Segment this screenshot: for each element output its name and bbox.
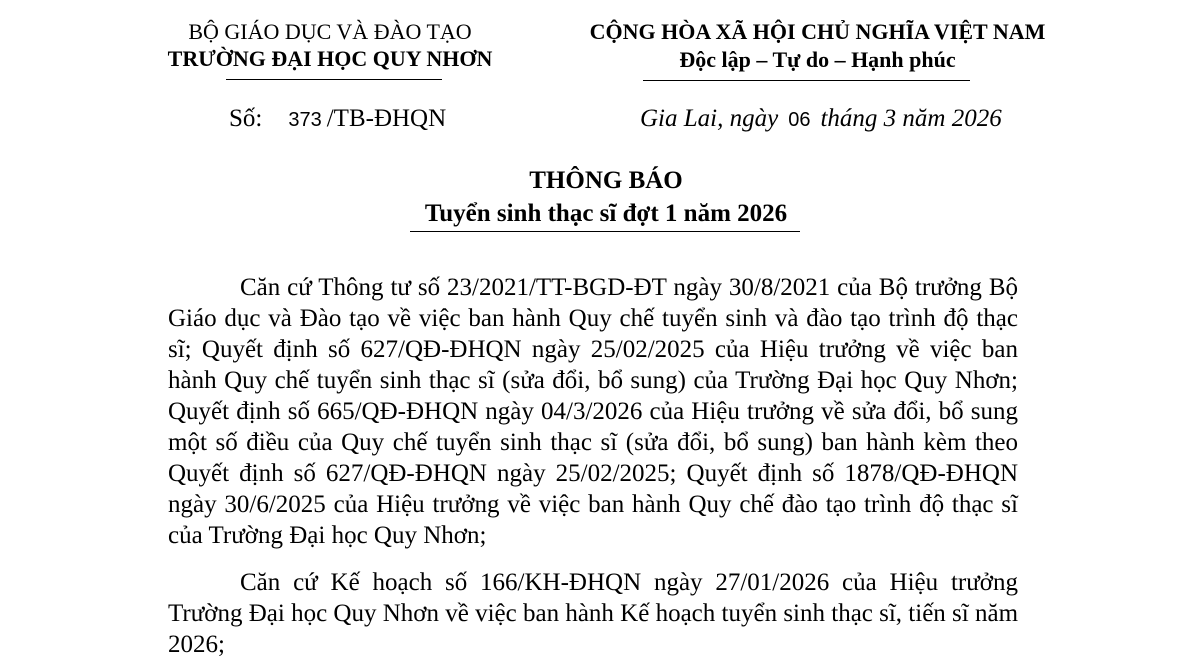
national-motto: Độc lập – Tự do – Hạnh phúc: [679, 47, 956, 72]
ministry-name: BỘ GIÁO DỤC VÀ ĐÀO TẠO: [188, 19, 472, 44]
document-number-prefix: Số:: [229, 105, 263, 132]
body-paragraph-1: Căn cứ Thông tư số 23/2021/TT-BGD-ĐT ngày 30/8/2021 của Bộ trưởng Bộ Giáo dục và Đào tạo về việc ban hành Quy chế tuyển sinh và đào tạo trình độ thạc sĩ; Quyết định số 627/QĐ-ĐHQN ngày 25/02/2025 của Hiệu trưởng về việc ban hành Quy chế tuyển sinh thạc sĩ (sửa đổi, bổ sung) của Trường Đại học Quy Nhơn; Quyết định số 665/QĐ-ĐHQN ngày 04/3/2026 của Hiệu trưởng về sửa đổi, bổ sung một số điều của Quy chế tuyển sinh thạc sĩ (sửa đổi, bổ sung) ban hành kèm theo Quyết định số 627/QĐ-ĐHQN ngày 25/02/2025; Quyết định số 1878/QĐ-ĐHQN ngày 30/6/2025 của Hiệu trưởng về việc ban hành Quy chế đào tạo trình độ thạc sĩ của Trường Đại học Quy Nhơn;: [168, 274, 1018, 549]
announcement-subtitle: Tuyển sinh thạc sĩ đợt 1 năm 2026: [424, 200, 788, 227]
body-paragraph-2: Căn cứ Kế hoạch số 166/KH-ĐHQN ngày 27/01/2026 của Hiệu trưởng Trường Đại học Quy Nhơn về việc ban hành Kế hoạch tuyển sinh thạc sĩ, tiến sĩ năm 2026;: [168, 569, 1019, 658]
document-number-suffix: /TB-ĐHQN: [326, 105, 447, 132]
subtitle-underline: [410, 231, 800, 232]
motto-underline: [643, 80, 970, 81]
date-day: 06: [788, 109, 811, 131]
announcement-title: THÔNG BÁO: [529, 167, 683, 194]
document-number: 373: [288, 109, 322, 131]
date-place: Gia Lai, ngày: [640, 105, 779, 132]
university-name: TRƯỜNG ĐẠI HỌC QUY NHƠN: [167, 46, 493, 71]
date-line: [640, 104, 1002, 135]
date-rest: tháng 3 năm 2026: [820, 105, 1002, 132]
university-underline: [226, 79, 442, 80]
country-name: CỘNG HÒA XÃ HỘI CHỦ NGHĨA VIỆT NAM: [589, 19, 1046, 44]
document-number-line: [229, 104, 446, 135]
